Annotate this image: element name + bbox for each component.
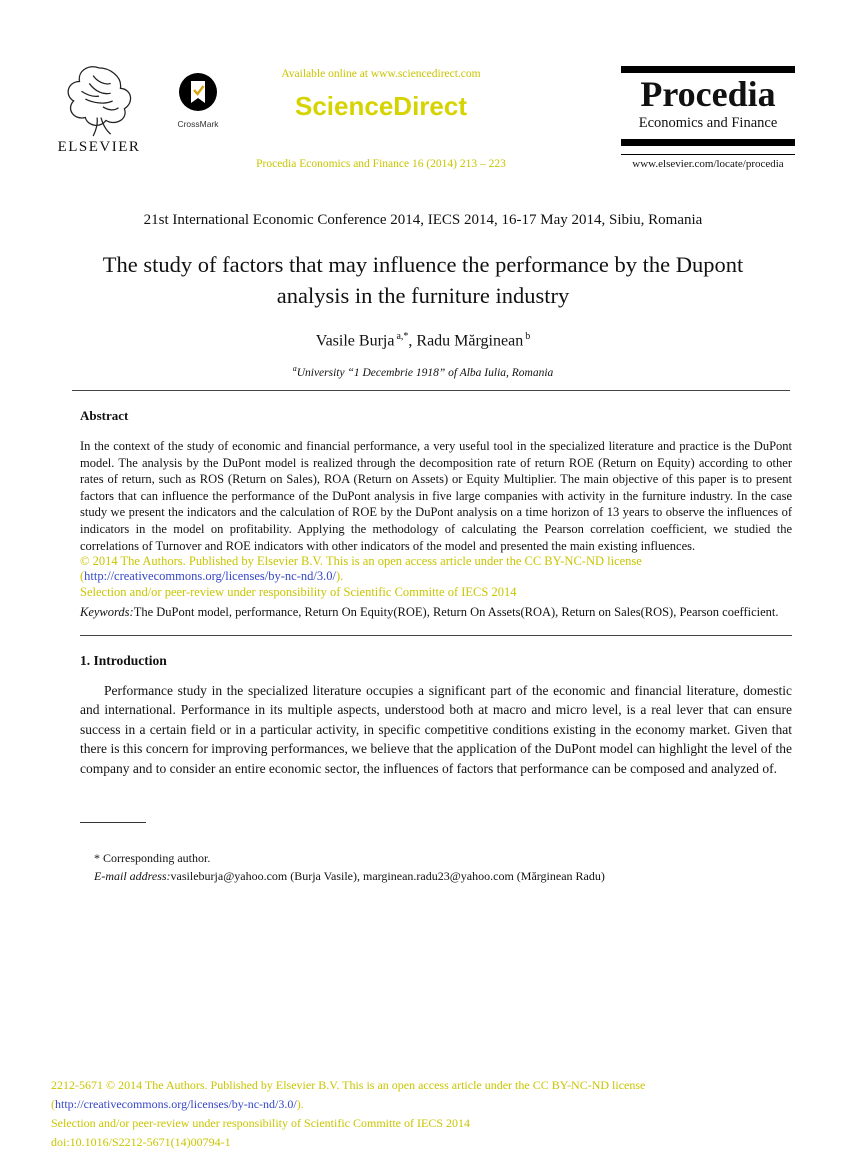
procedia-subtitle: Economics and Finance: [638, 115, 778, 132]
sciencedirect-logo[interactable]: ScienceDirect: [295, 91, 467, 121]
page-footer: [51, 1076, 806, 1152]
corresponding-author-note: * Corresponding author.: [94, 851, 211, 865]
masthead-thin-rule: [621, 154, 795, 155]
paren-open: (: [80, 569, 85, 584]
main-content: [80, 400, 792, 778]
peer-review-line: Selection and/or peer-review under responsibility of Scientific Committe of IECS 2014: [80, 584, 517, 599]
abstract-body: In the context of the study of economic and financial performance, a very useful tool in the specialized literature and practice is the DuPont model. The analysis by the DuPont model is realized through the decomposition rate of return ROE (Return on Equity) according to other rates of return, such as ROS (Return on Sales), ROA (Return on Assets) or Equity Multiplier. The main objective of this paper is to present factors that can influence the performance of the DuPont analysis in five large companies with activity in the furniture industry. In the case study we present the indicators and the calculation of ROE by the DuPont analysis on a time horizon of 13 years to observe the influences of indicators in the model on profitability. Applying the methodology of calculating the Pearson correlation coefficient, we studied the correlations of Turnover and ROE indicators with other indicators of the model and presented the main existing influences.: [80, 439, 792, 553]
available-online-text: Available online at www.sciencedirect.com: [281, 68, 481, 80]
paren-open: (: [51, 1097, 55, 1111]
cc-license-link[interactable]: http://creativecommons.org/licenses/by-nc-nd/3.0/: [84, 569, 336, 584]
author-1-affil-mark: a,*: [396, 331, 409, 342]
elsevier-wordmark: ELSEVIER: [57, 139, 141, 155]
doi-line: doi:10.1016/S2212-5671(14)00794-1: [51, 1135, 231, 1149]
elsevier-logo: [57, 62, 141, 156]
author-2: Radu Mărginean: [416, 332, 524, 350]
abstract-heading: Abstract: [80, 408, 129, 423]
authors-line: [0, 331, 846, 350]
divider-rule-keywords: [80, 635, 792, 636]
procedia-title: Procedia: [640, 74, 776, 114]
affiliation-mark: a: [292, 364, 297, 373]
introduction-body: Performance study in the specialized literature occupies a significant part of the economic and financial literature, domestic and international. Performance in its multiple aspects, understood both at macro and micro level, is a real lever that can ensure success in a certain field or in a particular activity, in specific competitive conditions existing in the economy market. Given that there is this concern for improving performances, we believe that the application of the DuPont model can highlight the level of the company and to consider an entire economic sector, the influences of factors that performance can be composed and analyzed of.: [80, 682, 792, 776]
author-separator: ,: [408, 332, 417, 350]
footnote-block: [80, 822, 786, 885]
email-line: [94, 867, 786, 885]
author-2-affil-mark: b: [525, 331, 531, 342]
email-addresses: vasileburja@yahoo.com (Burja Vasile), marginean.radu23@yahoo.com (Mărginean Radu): [170, 869, 605, 883]
keywords-label: Keywords:: [80, 604, 134, 619]
affiliation-line: [0, 364, 846, 379]
divider-rule-top: [72, 390, 790, 391]
masthead-top-bar: [621, 66, 795, 73]
cc-license-link-footer[interactable]: http://creativecommons.org/licenses/by-nc-nd/3.0/: [55, 1097, 297, 1111]
journal-reference-link[interactable]: Procedia Economics and Finance 16 (2014) 213 – 223: [256, 158, 506, 170]
keywords-text: The DuPont model, performance, Return On Equity(ROE), Return On Assets(ROA), Return on Sales(ROS), Pearson coefficient.: [133, 604, 779, 619]
crossmark-icon: [178, 72, 218, 112]
license-line-1: © 2014 The Authors. Published by Elsevier B.V. This is an open access article under the CC BY-NC-ND license: [80, 554, 642, 569]
masthead-bottom-bar: [621, 139, 795, 146]
crossmark-label: CrossMark: [177, 119, 219, 129]
conference-line: 21st International Economic Conference 2014, IECS 2014, 16-17 May 2014, Sibiu, Romania: [143, 212, 703, 228]
paper-title: The study of factors that may influence the performance by the Dupont analysis in the furniture industry: [102, 252, 744, 308]
affiliation-text: University “1 Decembrie 1918” of Alba Iulia, Romania: [296, 366, 554, 379]
procedia-url-link[interactable]: www.elsevier.com/locate/procedia: [632, 158, 784, 171]
footer-license-line: [51, 1095, 806, 1114]
paren-close: ).: [296, 1097, 304, 1111]
crossmark-badge[interactable]: [173, 72, 223, 129]
keywords-line: [80, 605, 792, 620]
footnote-rule: [80, 822, 146, 823]
footer-peer-review-line: Selection and/or peer-review under responsibility of Scientific Committe of IECS 2014: [51, 1116, 470, 1130]
issn-copyright-line: 2212-5671 © 2014 The Authors. Published by Elsevier B.V. This is an open access article under the CC BY-NC-ND license: [51, 1078, 646, 1092]
author-1: Vasile Burja: [315, 332, 395, 350]
page-header: [57, 62, 795, 190]
email-label: E-mail address:: [94, 869, 171, 883]
introduction-heading: 1. Introduction: [80, 652, 167, 668]
paren-close: ).: [335, 569, 344, 584]
license-line-2: [80, 569, 792, 584]
header-center: [247, 68, 515, 170]
procedia-masthead: [621, 66, 795, 170]
elsevier-tree-icon: [59, 62, 139, 138]
